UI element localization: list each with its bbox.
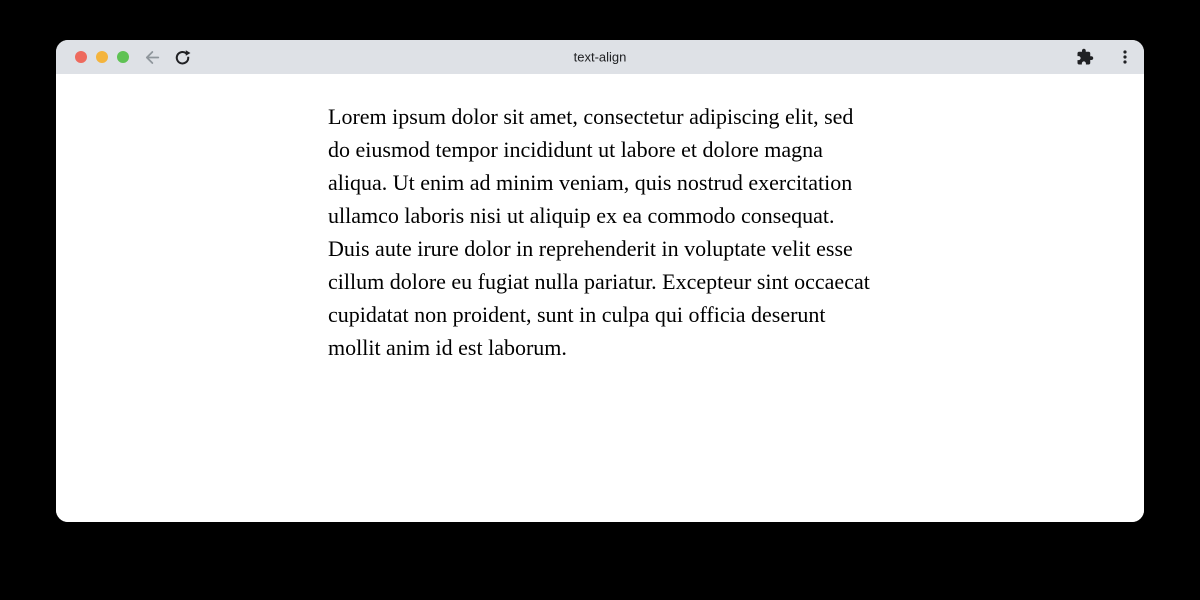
minimize-window-button[interactable] — [96, 51, 108, 63]
lorem-paragraph: Lorem ipsum dolor sit amet, consectetur adipiscing elit, sed do eiusmod tempor incididunt ut labore et dolore magna aliqua. Ut enim ad minim veniam, quis nostrud exercitation ullamco laboris nisi ut aliquip ex ea commodo consequat. Duis aute irure dolor in reprehenderit in voluptate velit esse cillum dolore eu fugiat nulla pariatur. Excepteur sint occaecat cupidatat non proident, sunt in culpa qui officia deserunt mollit anim id est laborum. — [328, 104, 870, 360]
back-arrow-icon — [143, 49, 160, 66]
reload-button[interactable] — [173, 48, 191, 66]
back-button[interactable] — [142, 48, 160, 66]
reload-icon — [174, 49, 191, 66]
browser-menu-button[interactable] — [1116, 48, 1134, 66]
browser-window — [56, 40, 1144, 522]
close-window-button[interactable] — [75, 51, 87, 63]
page-content — [56, 74, 1144, 522]
extensions-button[interactable] — [1076, 48, 1094, 66]
browser-toolbar — [56, 40, 1144, 74]
zoom-window-button[interactable] — [117, 51, 129, 63]
puzzle-piece-icon — [1076, 48, 1094, 66]
page-title: text-align — [573, 49, 627, 65]
traffic-lights — [75, 51, 129, 63]
kebab-menu-icon — [1117, 49, 1133, 65]
toolbar-right-controls — [1076, 48, 1134, 66]
